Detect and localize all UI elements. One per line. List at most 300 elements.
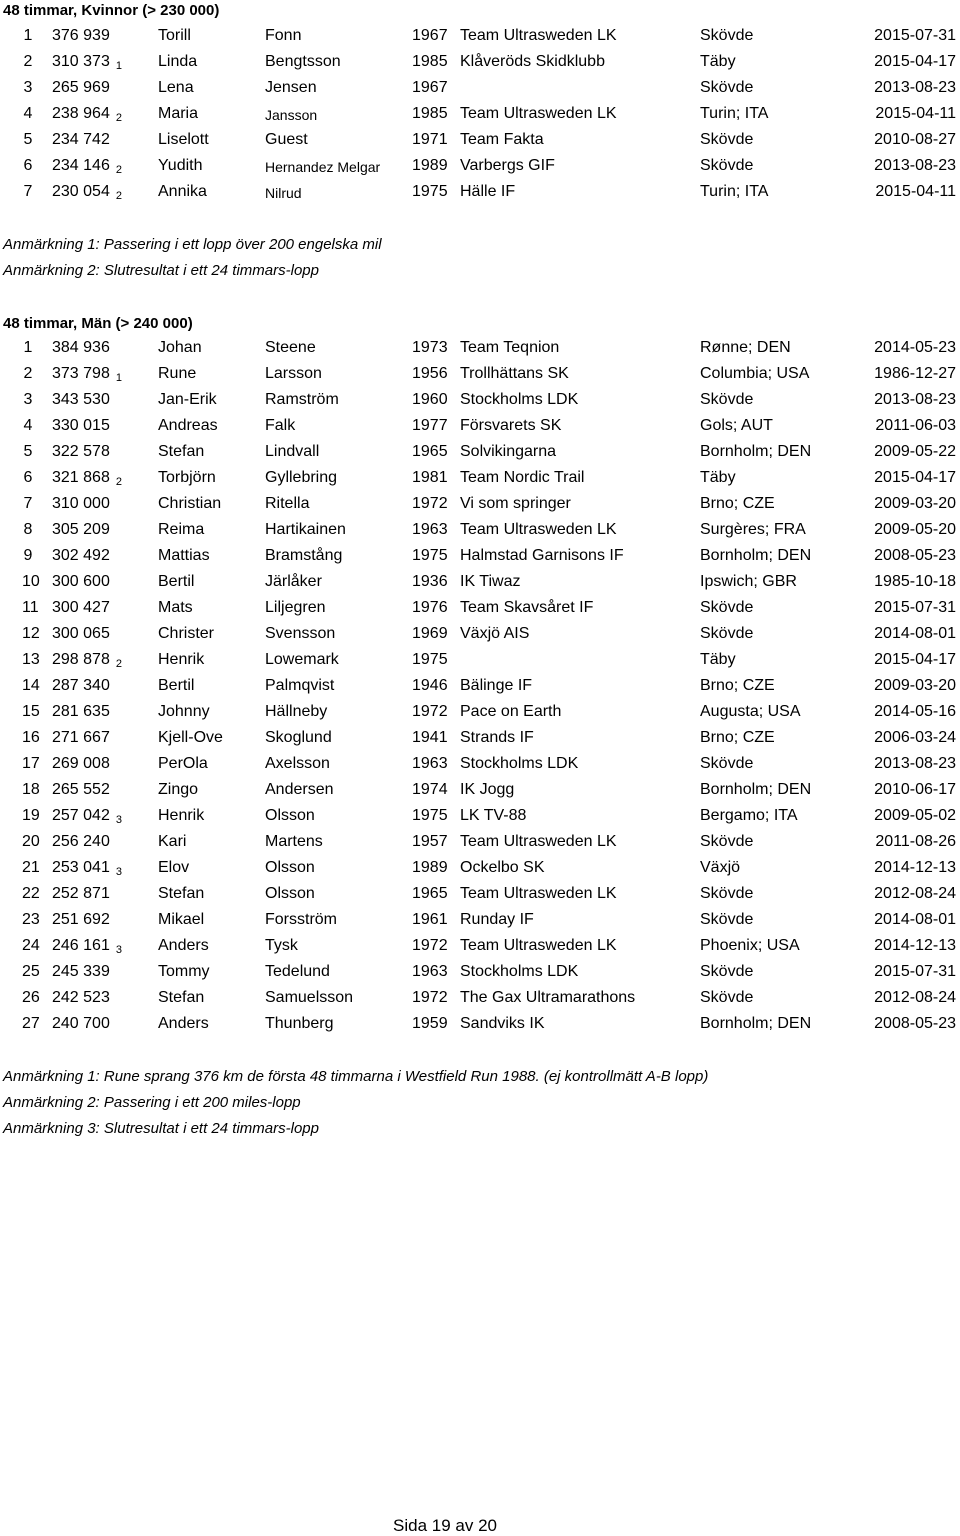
table-row xyxy=(0,699,960,725)
distance-cell-text: 265 969 xyxy=(52,79,110,96)
place-cell-text: Bornholm; DEN xyxy=(700,443,812,460)
rank-cell xyxy=(22,806,40,826)
first-name-cell xyxy=(158,104,198,124)
first-name-cell xyxy=(158,910,204,930)
women-notes xyxy=(3,232,382,284)
club-cell xyxy=(460,780,514,800)
last-name-cell-text: Hartikainen xyxy=(265,521,346,538)
date-cell-text: 2015-07-31 xyxy=(874,963,956,980)
place-cell xyxy=(700,910,753,930)
place-cell-text: Surgères; FRA xyxy=(700,521,806,538)
birth-year-cell xyxy=(412,520,448,540)
distance-cell xyxy=(52,416,110,436)
footnote-marker: 2 xyxy=(115,112,122,124)
place-cell-text: Skövde xyxy=(700,885,754,902)
distance-cell-text: 300 065 xyxy=(52,625,110,642)
date-cell-text: 2014-08-01 xyxy=(874,625,956,642)
rank-cell-text: 5 xyxy=(23,131,33,148)
first-name-cell-text: Annika xyxy=(158,183,207,200)
date-cell xyxy=(875,416,956,436)
club-cell-text: Hälle IF xyxy=(460,183,516,200)
place-cell-text: Skövde xyxy=(700,755,754,772)
club-cell xyxy=(460,182,515,202)
club-cell xyxy=(460,676,532,696)
birth-year-cell xyxy=(412,104,448,124)
birth-year-cell-text: 1965 xyxy=(412,443,448,460)
birth-year-cell-text: 1967 xyxy=(412,27,448,44)
rank-cell xyxy=(22,624,40,644)
club-cell-text: Klåveröds Skidklubb xyxy=(460,53,605,70)
distance-cell-text: 310 000 xyxy=(52,495,110,512)
birth-year-cell xyxy=(412,52,448,72)
club-cell xyxy=(460,832,617,852)
birth-year-cell-text: 1972 xyxy=(412,703,448,720)
club-cell-text: Varbergs GIF xyxy=(460,157,555,174)
place-cell-text: Skövde xyxy=(700,963,754,980)
date-cell-text: 2015-04-17 xyxy=(874,651,956,668)
table-row xyxy=(0,959,960,985)
first-name-cell-text: Kjell-Ove xyxy=(158,729,223,746)
club-cell-text: Team Ultrasweden LK xyxy=(460,27,617,44)
date-cell xyxy=(874,754,956,774)
first-name-cell-text: Stefan xyxy=(158,885,205,902)
distance-cell-text: 373 798 xyxy=(52,365,110,382)
table-row xyxy=(0,777,960,803)
first-name-cell-text: Johan xyxy=(158,339,202,356)
date-cell xyxy=(874,52,956,72)
place-cell-text: Turin; ITA xyxy=(700,105,769,122)
rank-cell-text: 2 xyxy=(23,53,33,70)
table-row xyxy=(0,413,960,439)
birth-year-cell-text: 1969 xyxy=(412,625,448,642)
first-name-cell-text: Yudith xyxy=(158,157,203,174)
birth-year-cell xyxy=(412,962,448,982)
first-name-cell-text: Reima xyxy=(158,521,205,538)
club-cell xyxy=(460,572,520,592)
table-row xyxy=(0,595,960,621)
first-name-cell xyxy=(158,598,193,618)
place-cell xyxy=(700,702,801,722)
place-cell xyxy=(700,858,740,878)
table-row xyxy=(0,49,960,75)
first-name-cell xyxy=(158,884,204,904)
rank-cell-text: 3 xyxy=(23,391,33,408)
last-name-cell-text: Axelsson xyxy=(265,755,330,772)
date-cell-text: 2015-04-17 xyxy=(874,53,956,70)
club-cell xyxy=(460,390,578,410)
club-cell xyxy=(460,442,556,462)
birth-year-cell-text: 1977 xyxy=(412,417,448,434)
birth-year-cell xyxy=(412,572,448,592)
rank-cell xyxy=(22,390,34,410)
distance-cell xyxy=(52,130,110,150)
rank-cell-text: 26 xyxy=(22,989,40,1006)
rank-cell xyxy=(22,988,40,1008)
distance-cell-text: 376 939 xyxy=(52,27,110,44)
date-cell-text: 2009-05-02 xyxy=(874,807,956,824)
place-cell-text: Skövde xyxy=(700,157,754,174)
first-name-cell-text: Stefan xyxy=(158,989,205,1006)
birth-year-cell-text: 1972 xyxy=(412,495,448,512)
birth-year-cell-text: 1972 xyxy=(412,937,448,954)
birth-year-cell-text: 1967 xyxy=(412,79,448,96)
place-cell-text: Skövde xyxy=(700,599,754,616)
first-name-cell-text: Mikael xyxy=(158,911,205,928)
last-name-cell xyxy=(265,598,325,618)
last-name-cell-text: Svensson xyxy=(265,625,336,642)
first-name-cell-text: Mats xyxy=(158,599,193,616)
distance-cell-text: 265 552 xyxy=(52,781,110,798)
birth-year-cell xyxy=(412,936,448,956)
place-cell-text: Skövde xyxy=(700,79,754,96)
table-row xyxy=(0,361,960,387)
last-name-cell xyxy=(265,780,334,800)
rank-cell xyxy=(22,884,40,904)
club-cell xyxy=(460,468,584,488)
date-cell-text: 2011-08-26 xyxy=(875,833,956,850)
first-name-cell-text: Stefan xyxy=(158,443,205,460)
last-name-cell xyxy=(265,910,337,930)
remark-line: Anmärkning 2: Passering i ett 200 miles-lopp xyxy=(3,1094,301,1111)
date-cell xyxy=(874,962,956,982)
table-row xyxy=(0,491,960,517)
first-name-cell xyxy=(158,962,210,982)
footnote-marker: 3 xyxy=(115,944,122,956)
birth-year-cell xyxy=(412,468,448,488)
table-row xyxy=(0,153,960,179)
last-name-cell-text: Gyllebring xyxy=(265,469,338,486)
first-name-cell-text: Liselott xyxy=(158,131,209,148)
club-cell xyxy=(460,884,617,904)
club-cell xyxy=(460,546,624,566)
remark-line: Anmärkning 1: Rune sprang 376 km de första 48 timmarna i Westfield Run 1988. (ej kontrollmätt A-B lopp) xyxy=(3,1068,709,1085)
date-cell xyxy=(875,832,956,852)
distance-cell xyxy=(52,624,110,644)
club-cell-text: Team Ultrasweden LK xyxy=(460,105,617,122)
birth-year-cell xyxy=(412,442,448,462)
distance-cell xyxy=(52,390,110,410)
table-row xyxy=(0,907,960,933)
first-name-cell xyxy=(158,572,194,592)
place-cell-text: Augusta; USA xyxy=(700,703,801,720)
rank-cell-text: 5 xyxy=(23,443,33,460)
date-cell xyxy=(874,520,956,540)
rank-cell-text: 4 xyxy=(23,417,33,434)
footnote-marker: 3 xyxy=(115,814,122,826)
distance-cell-text: 234 146 xyxy=(52,157,110,174)
rank-cell-text: 7 xyxy=(23,183,33,200)
birth-year-cell-text: 1963 xyxy=(412,963,448,980)
date-cell-text: 2006-03-24 xyxy=(874,729,956,746)
first-name-cell-text: Andreas xyxy=(158,417,218,434)
place-cell xyxy=(700,806,798,826)
place-cell xyxy=(700,676,775,696)
first-name-cell-text: Anders xyxy=(158,937,209,954)
place-cell-text: Ipswich; GBR xyxy=(700,573,797,590)
birth-year-cell-text: 1972 xyxy=(412,989,448,1006)
date-cell-text: 2012-08-24 xyxy=(874,885,956,902)
last-name-cell-text: Nilrud xyxy=(265,185,302,201)
place-cell xyxy=(700,728,775,748)
last-name-cell-text: Olsson xyxy=(265,807,315,824)
last-name-cell xyxy=(265,494,309,514)
table-row xyxy=(0,439,960,465)
date-cell-text: 2009-05-22 xyxy=(874,443,956,460)
rank-cell xyxy=(22,728,40,748)
last-name-cell xyxy=(265,364,322,384)
birth-year-cell xyxy=(412,546,448,566)
birth-year-cell-text: 1985 xyxy=(412,105,448,122)
distance-cell xyxy=(52,702,110,722)
distance-cell-text: 281 635 xyxy=(52,703,110,720)
last-name-cell-text: Olsson xyxy=(265,859,315,876)
first-name-cell xyxy=(158,442,204,462)
club-cell-text: Team Fakta xyxy=(460,131,544,148)
rank-cell xyxy=(22,364,34,384)
last-name-cell xyxy=(265,130,308,150)
birth-year-cell-text: 1975 xyxy=(412,547,448,564)
date-cell-text: 2008-05-23 xyxy=(874,1015,956,1032)
distance-cell-text: 302 492 xyxy=(52,547,110,564)
rank-cell-text: 15 xyxy=(22,703,40,720)
place-cell xyxy=(700,780,811,800)
date-cell xyxy=(874,442,956,462)
last-name-cell xyxy=(265,157,380,177)
last-name-cell xyxy=(265,754,330,774)
club-cell xyxy=(460,624,529,644)
place-cell xyxy=(700,962,753,982)
club-cell-text: IK Tiwaz xyxy=(460,573,521,590)
last-name-cell-text: Martens xyxy=(265,833,323,850)
table-row xyxy=(0,881,960,907)
distance-cell xyxy=(52,52,122,73)
birth-year-cell xyxy=(412,364,448,384)
men-section-title: 48 timmar, Män (> 240 000) xyxy=(3,315,193,332)
place-cell xyxy=(700,130,753,150)
rank-cell xyxy=(22,468,34,488)
club-cell-text: Strands IF xyxy=(460,729,534,746)
place-cell-text: Bornholm; DEN xyxy=(700,1015,812,1032)
place-cell-text: Skövde xyxy=(700,27,754,44)
rank-cell xyxy=(22,1014,40,1034)
date-cell-text: 2012-08-24 xyxy=(874,989,956,1006)
club-cell xyxy=(460,156,555,176)
last-name-cell xyxy=(265,338,316,358)
birth-year-cell-text: 1989 xyxy=(412,157,448,174)
club-cell xyxy=(460,962,578,982)
club-cell xyxy=(460,598,593,618)
table-row xyxy=(0,75,960,101)
place-cell xyxy=(700,182,768,202)
rank-cell xyxy=(22,52,34,72)
club-cell xyxy=(460,338,559,358)
footnote-marker: 2 xyxy=(115,164,122,176)
last-name-cell-text: Jansson xyxy=(265,107,318,123)
distance-cell xyxy=(52,26,110,46)
distance-cell-text: 298 878 xyxy=(52,651,110,668)
place-cell-text: Skövde xyxy=(700,833,754,850)
place-cell xyxy=(700,1014,811,1034)
club-cell-text: Team Ultrasweden LK xyxy=(460,937,617,954)
distance-cell-text: 240 700 xyxy=(52,1015,110,1032)
distance-cell-text: 300 427 xyxy=(52,599,110,616)
first-name-cell xyxy=(158,858,189,878)
rank-cell-text: 24 xyxy=(22,937,40,954)
distance-cell-text: 305 209 xyxy=(52,521,110,538)
first-name-cell xyxy=(158,988,204,1008)
rank-cell xyxy=(22,598,39,618)
table-row xyxy=(0,933,960,959)
distance-cell xyxy=(52,494,110,514)
rank-cell xyxy=(22,962,40,982)
distance-cell xyxy=(52,156,122,177)
place-cell xyxy=(700,468,736,488)
last-name-cell xyxy=(265,702,327,722)
last-name-cell xyxy=(265,52,341,72)
rank-cell xyxy=(22,676,40,696)
place-cell xyxy=(700,26,753,46)
place-cell xyxy=(700,104,768,124)
date-cell xyxy=(874,806,956,826)
date-cell xyxy=(874,598,956,618)
club-cell xyxy=(460,806,526,826)
distance-cell xyxy=(52,364,122,385)
birth-year-cell xyxy=(412,598,448,618)
last-name-cell-text: Lindvall xyxy=(265,443,320,460)
table-row xyxy=(0,543,960,569)
distance-cell-text: 246 161 xyxy=(52,937,110,954)
footnote-marker: 1 xyxy=(115,372,122,384)
club-cell-text: Team Nordic Trail xyxy=(460,469,585,486)
table-row xyxy=(0,465,960,491)
club-cell-text: Halmstad Garnisons IF xyxy=(460,547,624,564)
club-cell xyxy=(460,26,617,46)
place-cell xyxy=(700,52,736,72)
distance-cell xyxy=(52,546,110,566)
rank-cell xyxy=(22,910,40,930)
first-name-cell-text: Christer xyxy=(158,625,215,642)
rank-cell-text: 13 xyxy=(22,651,40,668)
place-cell xyxy=(700,390,753,410)
first-name-cell xyxy=(158,1014,209,1034)
last-name-cell-text: Jensen xyxy=(265,79,317,96)
last-name-cell xyxy=(265,1014,334,1034)
date-cell xyxy=(874,988,956,1008)
club-cell-text: Växjö AIS xyxy=(460,625,530,642)
first-name-cell-text: Tommy xyxy=(158,963,210,980)
last-name-cell-text: Samuelsson xyxy=(265,989,354,1006)
distance-cell-text: 234 742 xyxy=(52,131,110,148)
place-cell-text: Bornholm; DEN xyxy=(700,781,812,798)
table-row xyxy=(0,751,960,777)
distance-cell-text: 287 340 xyxy=(52,677,110,694)
first-name-cell-text: Linda xyxy=(158,53,198,70)
birth-year-cell xyxy=(412,988,448,1008)
rank-cell xyxy=(22,442,34,462)
table-row xyxy=(0,725,960,751)
date-cell xyxy=(874,78,956,98)
first-name-cell xyxy=(158,130,209,150)
place-cell xyxy=(700,936,800,956)
birth-year-cell xyxy=(412,858,448,878)
club-cell xyxy=(460,910,534,930)
date-cell-text: 2013-08-23 xyxy=(874,157,956,174)
table-row xyxy=(0,23,960,49)
place-cell xyxy=(700,520,806,540)
club-cell xyxy=(460,130,544,150)
club-cell-text: Team Ultrasweden LK xyxy=(460,885,617,902)
page-footer: Sida 19 av 20 xyxy=(393,1516,497,1535)
first-name-cell xyxy=(158,468,216,488)
last-name-cell xyxy=(265,183,302,203)
date-cell xyxy=(874,624,956,644)
first-name-cell-text: Christian xyxy=(158,495,222,512)
last-name-cell-text: Fonn xyxy=(265,27,302,44)
first-name-cell xyxy=(158,364,196,384)
club-cell-text: Försvarets SK xyxy=(460,417,562,434)
place-cell-text: Columbia; USA xyxy=(700,365,810,382)
first-name-cell xyxy=(158,754,208,774)
rank-cell xyxy=(22,26,34,46)
rank-cell-text: 18 xyxy=(22,781,40,798)
last-name-cell-text: Skoglund xyxy=(265,729,332,746)
rank-cell xyxy=(22,182,34,202)
distance-cell xyxy=(52,780,110,800)
club-cell-text: IK Jogg xyxy=(460,781,515,798)
date-cell-text: 2014-05-23 xyxy=(874,339,956,356)
club-cell-text: LK TV-88 xyxy=(460,807,527,824)
distance-cell xyxy=(52,338,110,358)
last-name-cell xyxy=(265,572,322,592)
first-name-cell-text: Maria xyxy=(158,105,199,122)
club-cell-text: Stockholms LDK xyxy=(460,755,579,772)
distance-cell xyxy=(52,806,122,827)
place-cell xyxy=(700,988,753,1008)
distance-cell xyxy=(52,520,110,540)
rank-cell-text: 3 xyxy=(23,79,33,96)
table-row xyxy=(0,179,960,205)
distance-cell xyxy=(52,832,110,852)
club-cell xyxy=(460,494,571,514)
last-name-cell-text: Larsson xyxy=(265,365,322,382)
table-row xyxy=(0,1011,960,1037)
club-cell-text: Stockholms LDK xyxy=(460,391,579,408)
rank-cell xyxy=(22,858,40,878)
first-name-cell-text: Jan-Erik xyxy=(158,391,217,408)
last-name-cell-text: Tysk xyxy=(265,937,298,954)
rank-cell xyxy=(22,780,40,800)
first-name-cell xyxy=(158,156,202,176)
club-cell-text: Team Teqnion xyxy=(460,339,560,356)
birth-year-cell-text: 1960 xyxy=(412,391,448,408)
birth-year-cell xyxy=(412,650,448,670)
place-cell xyxy=(700,754,753,774)
first-name-cell-text: Henrik xyxy=(158,651,205,668)
first-name-cell xyxy=(158,182,207,202)
first-name-cell-text: Zingo xyxy=(158,781,199,798)
last-name-cell-text: Ramström xyxy=(265,391,339,408)
birth-year-cell xyxy=(412,182,448,202)
date-cell-text: 2013-08-23 xyxy=(874,79,956,96)
place-cell-text: Täby xyxy=(700,651,736,668)
table-row xyxy=(0,569,960,595)
place-cell-text: Phoenix; USA xyxy=(700,937,800,954)
date-cell xyxy=(874,650,956,670)
first-name-cell xyxy=(158,650,204,670)
birth-year-cell-text: 1946 xyxy=(412,677,448,694)
place-cell-text: Skövde xyxy=(700,131,754,148)
club-cell xyxy=(460,702,561,722)
